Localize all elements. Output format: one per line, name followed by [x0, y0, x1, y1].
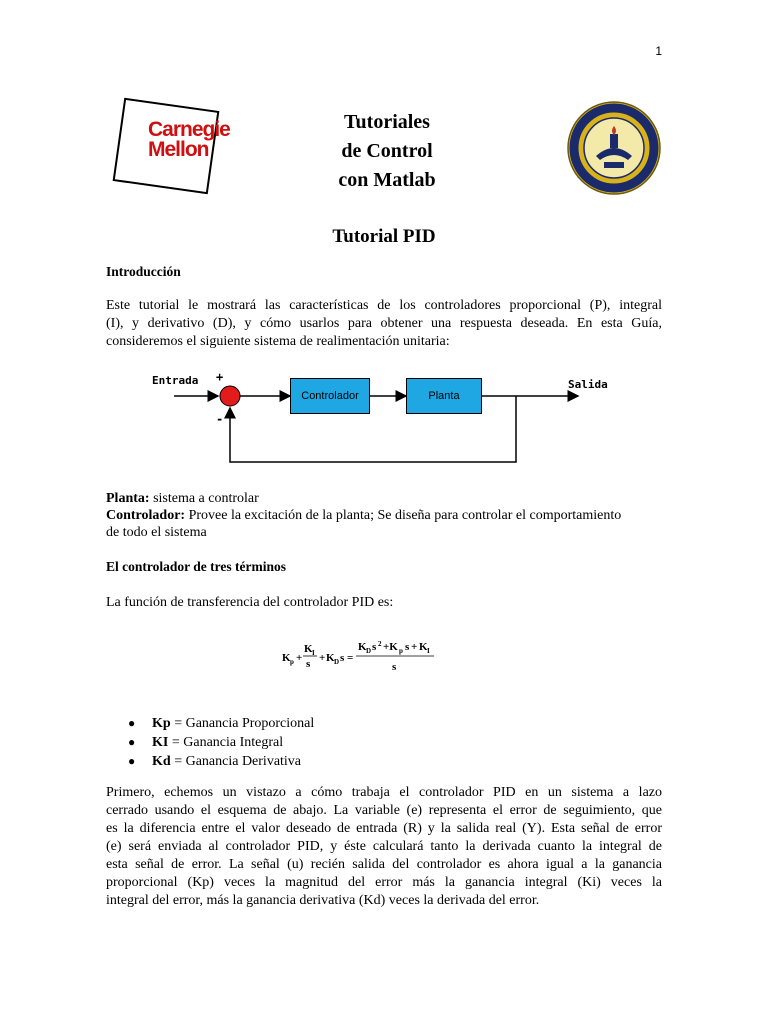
page-title: Tutorial PID	[332, 226, 436, 247]
header-title-line1: Tutoriales	[344, 111, 430, 133]
svg-text:s: s	[405, 641, 410, 653]
list-item	[128, 752, 314, 771]
page-number: 1	[655, 44, 662, 58]
carnegie-mellon-logo	[110, 98, 230, 194]
header-title	[312, 108, 462, 195]
closing-paragraph	[106, 784, 662, 910]
svg-text:s: s	[372, 641, 377, 653]
svg-text:+: +	[296, 652, 303, 664]
list-item	[128, 733, 314, 752]
svg-text:K: K	[282, 652, 291, 664]
gain-text: = Ganancia Derivativa	[170, 754, 302, 769]
intro-paragraph	[106, 297, 662, 351]
svg-text:+: +	[319, 652, 326, 664]
closing-line: proporcional (Kp) veces la magnitud del error más la ganancia integral (Ki) veces la	[106, 875, 662, 890]
svg-text:I: I	[312, 649, 315, 657]
pid-transfer-function-formula	[280, 634, 480, 678]
plus-sign: +	[216, 370, 224, 384]
feedback-block-diagram	[150, 366, 610, 470]
gain-term: KI	[152, 735, 169, 750]
logo-text-line1: Carnegie	[148, 118, 230, 141]
gain-term: Kd	[152, 754, 171, 769]
svg-text:p: p	[290, 658, 294, 666]
three-term-heading: El controlador de tres términos	[106, 559, 286, 574]
svg-text:+: +	[411, 641, 418, 653]
svg-text:s: s	[340, 652, 345, 664]
svg-text:s: s	[392, 661, 397, 673]
closing-line: cerrado usando el esquema de abajo. La variable (e) representa el error de seguimiento, que	[106, 803, 662, 818]
gain-text: = Ganancia Proporcional	[170, 716, 315, 731]
bullet-icon: ●	[128, 716, 136, 730]
output-label: Salida	[568, 378, 608, 391]
controller-text: Provee la excitación de la planta; Se diseña para controlar el comportamiento	[185, 508, 622, 523]
closing-line: integral del error, más la ganancia derivativa (Kd) veces la derivada del error.	[106, 893, 540, 908]
svg-text:p: p	[399, 647, 403, 655]
gain-list	[128, 714, 314, 771]
svg-text:D: D	[366, 647, 372, 655]
transfer-function-intro: La función de transferencia del controlador PID es:	[106, 595, 394, 610]
svg-text:+K: +K	[383, 641, 398, 653]
svg-text:D: D	[334, 658, 340, 666]
controller-text: de todo el sistema	[106, 525, 207, 540]
controller-term: Controlador:	[106, 508, 186, 523]
intro-line: (I), y derivativo (D), y cómo usarlos para obtener una respuesta deseada. En esta Guía,	[106, 316, 662, 331]
plant-term: Planta:	[106, 491, 150, 506]
header-title-line3: con Matlab	[338, 169, 436, 191]
svg-text:K: K	[326, 652, 335, 664]
closing-line: esta señal de error. La señal (u) recién salida del controlador es ahora igual a la ganancia	[106, 857, 662, 872]
plant-definition	[106, 490, 666, 507]
intro-line: Este tutorial le mostrará las características de los controladores proporcional (P), integral	[106, 298, 662, 313]
gain-term: Kp	[152, 716, 171, 731]
logo-text-line2: Mellon	[148, 138, 209, 161]
closing-line: Primero, echemos un vistazo a cómo trabaja el controlador PID en un sistema a lazo	[106, 785, 662, 800]
svg-text:s: s	[306, 658, 311, 670]
svg-text:K: K	[304, 643, 313, 655]
header-title-line2: de Control	[341, 140, 433, 162]
input-label: Entrada	[152, 374, 199, 387]
svg-text:=: =	[347, 652, 354, 664]
intro-line: consideremos el siguiente sistema de realimentación unitaria:	[106, 334, 450, 349]
summing-junction	[220, 386, 240, 406]
closing-line: es la diferencia entre el valor deseado de entrada (R) y la salida real (Y). Esta señal de error	[106, 821, 662, 836]
controller-block: Controlador	[290, 378, 370, 414]
plant-text: sistema a controlar	[149, 491, 259, 506]
minus-sign: -	[216, 412, 224, 426]
bullet-icon: ●	[128, 735, 136, 749]
svg-text:K: K	[419, 641, 428, 653]
svg-text:I: I	[427, 647, 430, 655]
closing-line: (e) será enviada al controlador PID, y éste calculará tanto la derivada cuanto la integral de	[106, 839, 662, 854]
university-seal-logo	[566, 100, 662, 196]
logo-text	[148, 120, 230, 160]
intro-heading: Introducción	[106, 264, 181, 279]
svg-text:2: 2	[378, 640, 382, 648]
list-item	[128, 714, 314, 733]
controller-definition	[106, 507, 666, 541]
bullet-icon: ●	[128, 754, 136, 768]
plant-block: Planta	[406, 378, 482, 414]
svg-text:K: K	[358, 641, 367, 653]
gain-text: = Ganancia Integral	[168, 735, 284, 750]
